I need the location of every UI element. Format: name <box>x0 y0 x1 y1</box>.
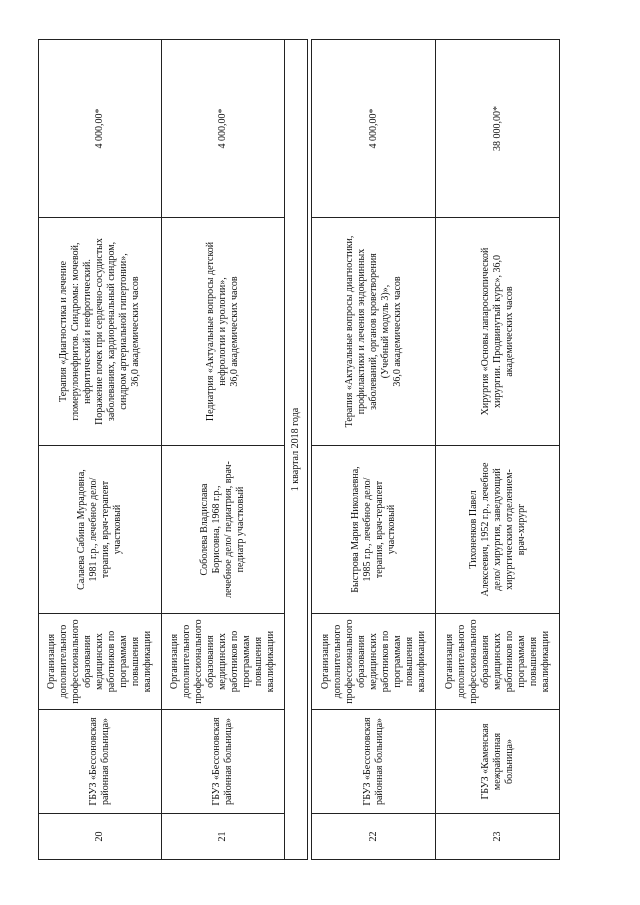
program-cell-line: нефрологии и урологии», <box>217 277 228 386</box>
training-type-cell <box>312 614 436 710</box>
row-number: 21 <box>162 814 285 860</box>
training-type-cell-line: медицинских <box>94 633 105 690</box>
training-table <box>38 39 560 860</box>
training-type-cell-line: Организация <box>443 633 455 690</box>
training-type-cell-line: Организация <box>169 633 180 690</box>
person-cell <box>312 446 436 614</box>
person-cell-line: педиатр участковый <box>235 486 246 573</box>
training-type-cell <box>39 614 162 710</box>
person-cell-line: Быстрова Мария Николаевна, <box>349 466 361 593</box>
training-type-cell-line: квалификации <box>265 630 276 693</box>
program-cell-line: Хирургия «Основы лапароскопической <box>479 247 491 416</box>
program-cell <box>312 218 436 446</box>
person-cell-line: хирургическим отделением- <box>503 469 515 590</box>
training-type-cell <box>436 614 560 710</box>
person-cell-line: Соболева Владислава <box>199 483 210 576</box>
training-type-cell-line: квалификации <box>142 630 153 693</box>
organization-cell: ГБУЗ «Бессоновская районная больница» <box>312 710 436 814</box>
training-type-cell-line: работников по <box>503 630 515 693</box>
training-type-cell-line: медицинских <box>367 633 379 690</box>
person-cell-line: терапия, врач-терапевт <box>100 480 111 579</box>
training-type-cell-line: программам <box>241 635 252 688</box>
price-cell: 38 000,00* <box>436 40 560 218</box>
row-number: 23 <box>436 814 560 860</box>
quarter-label: 1 квартал 2018 года <box>285 40 308 860</box>
price-cell: 4 000,00* <box>39 40 162 218</box>
table-row <box>312 40 436 860</box>
training-type-cell-line: образования <box>355 635 367 688</box>
training-type-cell-line: образования <box>479 635 491 688</box>
training-type-cell-line: программам <box>118 635 129 688</box>
training-type-cell-line: работников по <box>229 630 240 693</box>
training-type-cell-line: дополнительного <box>181 624 192 699</box>
training-type-cell-line: дополнительного <box>331 624 343 699</box>
table-body-after <box>312 40 560 860</box>
program-cell-line: хирургии. Продвинутый курс», 36,0 <box>491 254 503 409</box>
training-type-cell-line: программам <box>515 635 527 688</box>
training-type-cell-line: программам <box>391 635 403 688</box>
program-cell-line: (Учебный модуль 3)», <box>379 284 391 379</box>
program-cell <box>39 218 162 446</box>
training-type-cell-line: профессионального <box>343 619 355 704</box>
program-cell-line: Терапия «Актуальные вопросы диагностики, <box>343 235 355 428</box>
person-cell-line: дело/ хирургия, заведующий <box>491 468 503 591</box>
training-type-cell-line: повышения <box>527 636 539 687</box>
table-row <box>436 40 560 860</box>
training-type-cell-line: работников по <box>379 630 391 693</box>
program-cell-line: Педиатрия «Актуальные вопросы детской <box>205 241 216 422</box>
training-type-cell-line: образования <box>82 635 93 688</box>
program-cell-line: академических часов <box>503 286 515 377</box>
program-cell-line: синдром артериальной гипертонии», <box>118 253 129 410</box>
program-cell-line: Терапия «Диагностика и лечение <box>58 260 69 403</box>
person-cell-line: Алексеевич, 1952 г.р., лечебное <box>479 462 491 597</box>
table-quarter-section <box>285 40 312 860</box>
training-type-cell-line: квалификации <box>539 630 551 693</box>
person-cell-line: участковый <box>112 504 123 555</box>
row-number: 22 <box>312 814 436 860</box>
person-cell-line: участковый <box>385 504 397 555</box>
person-cell-line: Тихоненков Павел <box>467 490 479 569</box>
program-cell <box>162 218 285 446</box>
training-type-cell-line: профессионального <box>70 619 81 704</box>
program-cell-line: 36,0 академических часов <box>229 276 240 387</box>
training-type-cell-line: профессионального <box>467 619 479 704</box>
program-cell-line: гломерулонефритов. Синдромы: мочевой, <box>70 242 81 421</box>
person-cell <box>39 446 162 614</box>
organization-cell: ГБУЗ «Бессоновская районная больница» <box>162 710 285 814</box>
program-cell-line: заболеваниях, кардиоренальный синдром, <box>106 241 117 422</box>
training-type-cell-line: Организация <box>46 633 57 690</box>
training-type-cell-line: дополнительного <box>58 624 69 699</box>
training-type-cell-line: повышения <box>130 636 141 687</box>
row-number: 20 <box>39 814 162 860</box>
training-type-cell-line: Организация <box>319 633 331 690</box>
program-cell-line: Поражение почек при сердечно-сосудистых <box>94 238 105 425</box>
program-cell-line: нефритический и нефротический. <box>82 259 93 404</box>
training-type-cell-line: медицинских <box>491 633 503 690</box>
quarter-row <box>285 40 308 860</box>
person-cell-line: Борисовна, 1968 г.р., <box>211 485 222 574</box>
program-cell-line: 36,0 академических часов <box>391 276 403 387</box>
training-type-cell-line: образования <box>205 635 216 688</box>
program-cell-line: 36,0 академических часов <box>130 276 141 387</box>
person-cell-line: Салаева Сабина Мурадовна, <box>76 469 87 590</box>
table-body-before <box>39 40 285 860</box>
table-row <box>162 40 285 860</box>
program-cell-line: заболеваний, органов кроветворения <box>367 253 379 410</box>
person-cell-line: терапия, врач-терапевт <box>373 480 385 579</box>
training-type-cell-line: медицинских <box>217 633 228 690</box>
person-cell-line: лечебное дело/ педиатрия, врач- <box>223 461 234 598</box>
training-type-cell-line: работников по <box>106 630 117 693</box>
training-type-cell-line: дополнительного <box>455 624 467 699</box>
training-type-cell-line: повышения <box>253 636 264 687</box>
person-cell <box>436 446 560 614</box>
training-type-cell-line: квалификации <box>415 630 427 693</box>
table-row <box>39 40 162 860</box>
organization-cell: ГБУЗ «Каменская межрайонная больница» <box>436 710 560 814</box>
rotated-table-area <box>38 40 560 860</box>
program-cell-line: профилактики и лечения эндокринных <box>355 248 367 415</box>
training-type-cell-line: профессионального <box>193 619 204 704</box>
training-type-cell-line: повышения <box>403 636 415 687</box>
person-cell-line: 1985 г.р., лечебное дело/ <box>361 477 373 582</box>
person-cell-line: врач-хирург <box>515 503 527 556</box>
price-cell: 4 000,00* <box>162 40 285 218</box>
person-cell <box>162 446 285 614</box>
organization-cell: ГБУЗ «Бессоновская районная больница» <box>39 710 162 814</box>
program-cell <box>436 218 560 446</box>
person-cell-line: 1981 г.р., лечебное дело/ <box>88 477 99 582</box>
price-cell: 4 000,00* <box>312 40 436 218</box>
training-type-cell <box>162 614 285 710</box>
